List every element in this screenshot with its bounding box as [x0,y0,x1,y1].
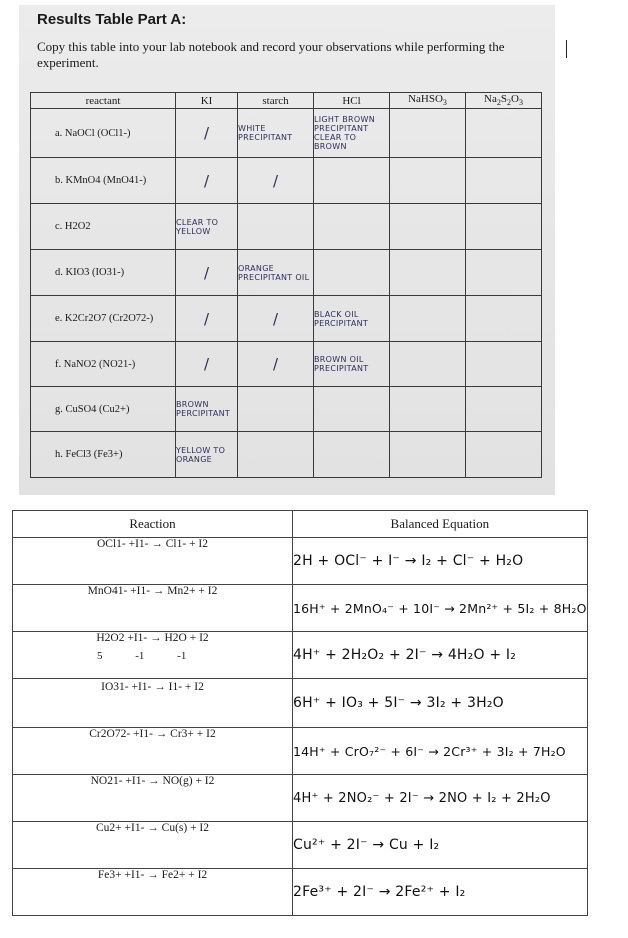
reaction-text: H2O2 +I1- → H2O + I2 [96,632,209,644]
equation-cell: 2H + OCl⁻ + I⁻ → I₂ + Cl⁻ + H₂O [293,538,588,585]
header-hcl: HCl [314,93,390,109]
ki-cell: BROWN PERCIPITANT [176,387,238,432]
reactant-cell: b. KMnO4 (MnO41-) [31,158,176,204]
observations-table [30,92,542,478]
equation-cell: 2Fe³⁺ + 2I⁻ → 2Fe²⁺ + I₂ [293,869,588,916]
instructions-text: Copy this table into your lab notebook and record your observations while performing the experiment. [37,39,505,70]
table-row [13,632,588,679]
equation-cell: Cu²⁺ + 2I⁻ → Cu + I₂ [293,822,588,869]
header-starch: starch [238,93,314,109]
equation-cell: 16H⁺ + 2MnO₄⁻ + 10I⁻ → 2Mn²⁺ + 5I₂ + 8H₂O [293,585,588,632]
reactant-cell: h. FeCl3 (Fe3+) [31,432,176,478]
hcl-cell [314,158,390,204]
nahso3-cell [390,158,466,204]
starch-cell [238,204,314,250]
ki-cell: / [176,109,238,158]
ki-cell: / [176,158,238,204]
na2s2o3-cell [466,432,542,478]
hcl-cell: BLACK OIL PERCIPITANT [314,296,390,342]
table-row [13,585,588,632]
header-reactant: reactant [31,93,176,109]
ki-cell: / [176,250,238,296]
reactions-header-row [13,511,588,538]
equation-cell: 4H⁺ + 2H₂O₂ + 2I⁻ → 4H₂O + I₂ [293,632,588,679]
starch-cell [238,387,314,432]
table-row [31,158,542,204]
nahso3-cell [390,250,466,296]
starch-cell: / [238,342,314,387]
reaction-cell: NO21- +I1- → NO(g) + I2 [13,775,293,822]
nahso3-cell [390,204,466,250]
table-row [13,679,588,728]
observations-header-row [31,93,542,109]
starch-cell: ORANGE PRECIPITANT OIL [238,250,314,296]
reactant-cell: a. NaOCl (OCl1-) [31,109,176,158]
na2s2o3-cell [466,109,542,158]
text-cursor [566,40,567,58]
reaction-cell: MnO41- +I1- → Mn2+ + I2 [13,585,293,632]
hcl-cell [314,250,390,296]
table-row [31,109,542,158]
ki-cell: YELLOW TO ORANGE [176,432,238,478]
reaction-cell: OCl1- +I1- → Cl1- + I2 [13,538,293,585]
table-row [31,342,542,387]
reactant-cell: c. H2O2 [31,204,176,250]
table-row [13,728,588,775]
reactant-cell: f. NaNO2 (NO21-) [31,342,176,387]
hcl-cell: LIGHT BROWN PRECIPITANT CLEAR TO BROWN [314,109,390,158]
table-row [13,538,588,585]
equation-cell: 6H⁺ + IO₃ + 5I⁻ → 3I₂ + 3H₂O [293,679,588,728]
equation-cell: 14H⁺ + CrO₇²⁻ + 6I⁻ → 2Cr³⁺ + 3I₂ + 7H₂O [293,728,588,775]
starch-cell: / [238,296,314,342]
reaction-cell: Cr2O72- +I1- → Cr3+ + I2 [13,728,293,775]
equation-cell: 4H⁺ + 2NO₂⁻ + 2I⁻ → 2NO + I₂ + 2H₂O [293,775,588,822]
na2s2o3-cell [466,158,542,204]
reaction-cell: Cu2+ +I1- → Cu(s) + I2 [13,822,293,869]
na2s2o3-cell [466,250,542,296]
reaction-cell: IO31- +I1- → I1- + I2 [13,679,293,728]
results-table-photo [19,5,555,495]
nahso3-cell [390,342,466,387]
ki-cell: / [176,342,238,387]
na2s2o3-cell [466,387,542,432]
nahso3-cell [390,296,466,342]
reactant-cell: d. KIO3 (IO31-) [31,250,176,296]
reactant-cell: e. K2Cr2O7 (Cr2O72-) [31,296,176,342]
ki-cell: CLEAR TO YELLOW [176,204,238,250]
reaction-cell [13,632,293,679]
starch-cell: WHITE PRECIPITANT [238,109,314,158]
table-row [31,204,542,250]
table-row [13,869,588,916]
nahso3-cell [390,109,466,158]
hcl-cell: BROWN OIL PRECIPITANT [314,342,390,387]
reactant-cell: g. CuSO4 (Cu2+) [31,387,176,432]
nahso3-cell [390,387,466,432]
hcl-cell [314,387,390,432]
hcl-cell [314,204,390,250]
ki-cell: / [176,296,238,342]
reactions-table [12,510,588,916]
na2s2o3-cell [466,296,542,342]
starch-cell [238,432,314,478]
results-title: Results Table Part A: [37,11,187,28]
na2s2o3-cell [466,342,542,387]
na2s2o3-cell [466,204,542,250]
table-row [31,250,542,296]
table-row [13,775,588,822]
header-reaction: Reaction [13,511,293,538]
table-row [13,822,588,869]
table-row [31,432,542,478]
nahso3-cell [390,432,466,478]
hcl-cell [314,432,390,478]
header-nahso3: NaHSO$_3$ [390,93,466,109]
margin-note: 5 -1 -1 [97,650,187,662]
starch-cell: / [238,158,314,204]
header-na2s2o3: $Na_2S_2O_3$ [466,93,542,109]
table-row [31,296,542,342]
header-ki: KI [176,93,238,109]
reaction-cell: Fe3+ +I1- → Fe2+ + I2 [13,869,293,916]
header-balanced-equation: Balanced Equation [293,511,588,538]
table-row [31,387,542,432]
